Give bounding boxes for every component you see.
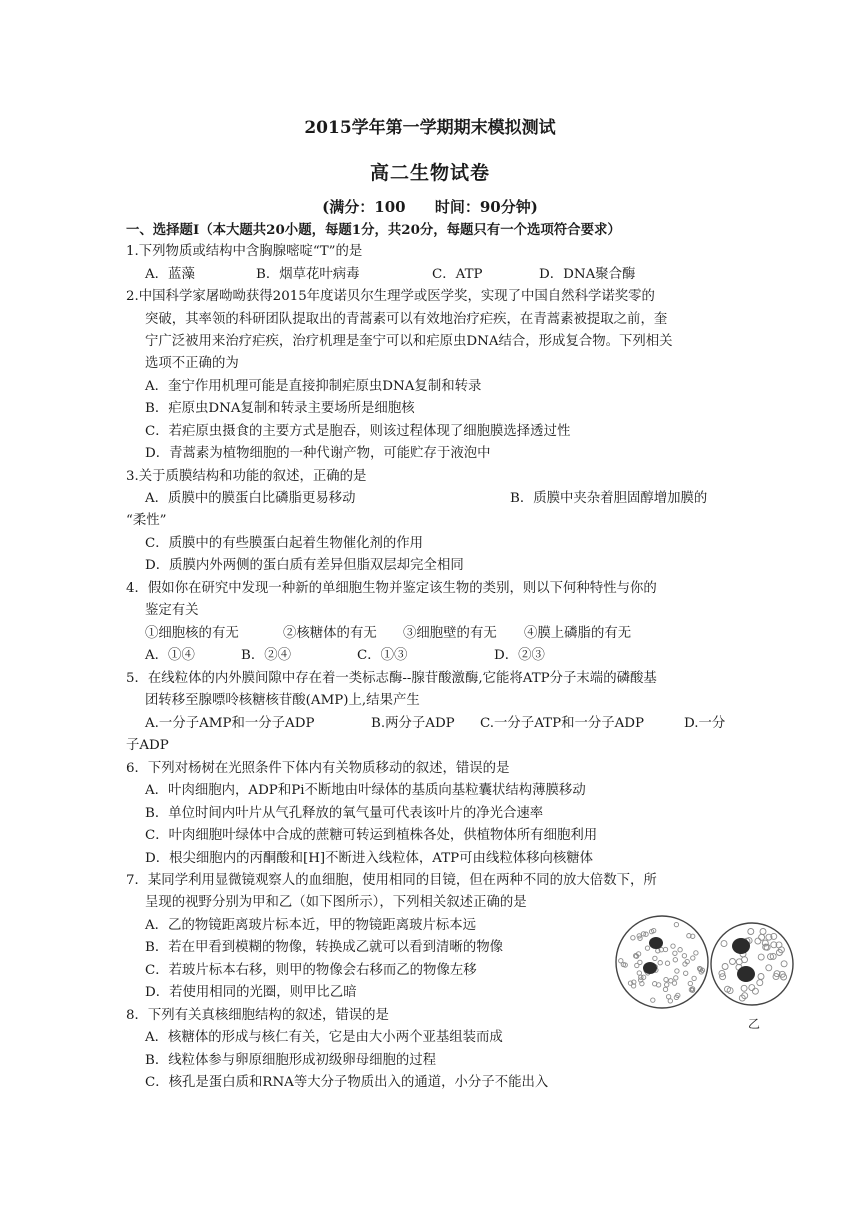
blood-cell-mark xyxy=(678,948,682,952)
option: A．①④ xyxy=(145,648,195,663)
question-stem: 选项不正确的为 xyxy=(145,356,239,371)
blood-cell-mark xyxy=(675,969,679,973)
item: ③细胞壁的有无 xyxy=(403,626,497,641)
exam-time: 时间：90分钟) xyxy=(434,198,538,216)
figure-label: 乙 xyxy=(748,1017,761,1031)
option: A.一分子AMP和一分子ADP xyxy=(145,716,315,731)
section-heading: 一、选择题Ⅰ（本大题共20小题，每题1分，共20分，每题只有一个选项符合要求） xyxy=(126,222,621,238)
blood-cell-mark xyxy=(669,979,673,983)
option: B．②④ xyxy=(241,648,292,663)
option: D．质膜内外两侧的蛋白质有差异但脂双层却完全相同 xyxy=(145,558,464,573)
item: ④膜上磷脂的有无 xyxy=(524,626,632,641)
option: D．②③ xyxy=(494,648,545,663)
blood-cell-mark xyxy=(665,983,669,987)
field-yi xyxy=(711,923,793,1005)
option: B．烟草花叶病毒 xyxy=(256,267,360,282)
blood-cell-mark xyxy=(741,985,747,991)
blood-cell-mark xyxy=(631,936,635,940)
option: C．ATP xyxy=(432,267,483,282)
blood-cell-mark xyxy=(730,959,736,965)
blood-cell-mark xyxy=(663,947,667,951)
option: C．①③ xyxy=(357,648,408,663)
blood-cell-mark xyxy=(758,954,764,960)
option: A．乙的物镜距离玻片标本近，甲的物镜距离玻片标本远 xyxy=(145,918,477,933)
blood-cell-mark xyxy=(673,958,677,962)
option: D．青蒿素为植物细胞的一种代谢产物，可能贮存于液泡中 xyxy=(145,446,491,461)
question-stem: 突破，其率领的科研团队提取出的青蒿素可以有效地治疗疟疾，在青蒿素被提取之前，奎 xyxy=(145,312,668,327)
option: B．质膜中夹杂着胆固醇增加膜的 xyxy=(510,491,708,506)
option: B.两分子ADP xyxy=(371,716,455,731)
blood-cell-mark xyxy=(722,964,728,970)
blood-cell-mark xyxy=(682,954,686,958)
option: A．奎宁作用机理可能是直接抑制疟原虫DNA复制和转录 xyxy=(145,379,482,394)
question-stem: 3.关于质膜结构和功能的叙述，正确的是 xyxy=(126,469,367,484)
option: 子ADP xyxy=(126,738,169,753)
blood-cell-mark xyxy=(692,976,696,980)
question-stem: 呈现的视野分别为甲和乙（如下图所示），下列相关叙述正确的是 xyxy=(145,895,527,910)
blood-cell-mark xyxy=(651,998,655,1002)
blood-cell-mark xyxy=(658,961,662,965)
question-stem: 8．下列有关真核细胞结构的叙述，错误的是 xyxy=(126,1008,389,1023)
exam-meta xyxy=(0,196,860,217)
blood-cell-mark xyxy=(664,977,668,981)
question-stem: 1.下列物质或结构中含胸腺嘧啶“T”的是 xyxy=(126,244,363,259)
question-stem: 鉴定有关 xyxy=(145,603,199,618)
item: ①细胞核的有无 xyxy=(145,626,239,641)
blood-cell-mark xyxy=(688,981,692,985)
question-stem: 5．在线粒体的内外膜间隙中存在着一类标志酶--腺苷酸激酶,它能将ATP分子末端的磷酸基 xyxy=(126,671,657,686)
full-score: (满分：100 xyxy=(322,198,406,216)
blood-cell-mark xyxy=(674,976,678,980)
blood-cell-mark xyxy=(635,963,639,967)
blood-cell-mark xyxy=(691,956,695,960)
blood-cell-mark xyxy=(645,946,649,950)
option: C．若玻片标本右移，则甲的物像会右移而乙的物像左移 xyxy=(145,963,477,978)
blood-cell-mark xyxy=(758,974,764,980)
blood-cell-mark xyxy=(668,999,672,1003)
blood-cell-mark xyxy=(665,961,669,965)
blood-cell-mark xyxy=(760,929,766,935)
blood-cell-mark xyxy=(759,934,765,940)
blood-cell-mark xyxy=(673,951,677,955)
option: A．核糖体的形成与核仁有关，它是由大小两个亚基组装而成 xyxy=(145,1030,503,1045)
option: A．叶肉细胞内，ADP和Pi不断地由叶绿体的基质向基粒囊状结构薄膜移动 xyxy=(145,783,586,798)
blood-cell-mark xyxy=(653,956,657,960)
option: B．线粒体参与卵原细胞形成初级卵母细胞的过程 xyxy=(145,1053,437,1068)
question-stem: 7．某同学利用显微镜观察人的血细胞，使用相同的目镜，但在两种不同的放大倍数下，所 xyxy=(126,873,657,888)
blood-cell-mark xyxy=(749,985,755,991)
blood-cell-mark xyxy=(637,971,641,975)
option: C．核孔是蛋白质和RNA等大分子物质出入的通道，小分子不能出入 xyxy=(145,1075,549,1090)
blood-cell-mark xyxy=(752,988,758,994)
blood-cell-mark xyxy=(755,938,761,944)
option: C.一分子ATP和一分子ADP xyxy=(480,716,645,731)
question-stem: 6．下列对杨树在光照条件下体内有关物质移动的叙述，错误的是 xyxy=(126,761,510,776)
blood-cell-mark xyxy=(748,929,754,935)
question-stem: 4．假如你在研究中发现一种新的单细胞生物并鉴定该生物的类别，则以下何种特性与你的 xyxy=(126,581,657,596)
option: C．叶肉细胞叶绿体中合成的蔗糖可转运到植株各处，供植物体所有细胞利用 xyxy=(145,828,598,843)
exam-title: 2015学年第一学期期末模拟测试 xyxy=(304,118,556,138)
option: A．蓝藻 xyxy=(145,267,195,282)
option: D．根尖细胞内的丙酮酸和[H]不断进入线粒体，ATP可由线粒体移向核糖体 xyxy=(145,851,594,866)
option: C．若疟原虫摄食的主要方式是胞吞，则该过程体现了细胞膜选择透过性 xyxy=(145,424,571,439)
option: B．单位时间内叶片从气孔释放的氧气量可代表该叶片的净光合速率 xyxy=(145,806,544,821)
blood-cell-mark xyxy=(674,922,678,926)
question-stem: 宁广泛被用来治疗疟疾，治疗机理是奎宁可以和疟原虫DNA结合，形成复合物。下列相关 xyxy=(145,334,673,349)
exam-subtitle: 高二生物试卷 xyxy=(369,162,490,184)
blood-cell-mark xyxy=(757,980,763,986)
blood-cell-mark xyxy=(684,971,688,975)
option: “柔性” xyxy=(126,513,167,528)
blood-cell-mark xyxy=(721,941,727,947)
blood-cell-mark xyxy=(671,944,675,948)
option: A．质膜中的膜蛋白比磷脂更易移动 xyxy=(145,491,356,506)
option: D．DNA聚合酶 xyxy=(539,267,636,282)
microscope-figure xyxy=(612,912,808,1036)
question-stem: 团转移至腺嘌呤核糖核苷酸(AMP)上,结果产生 xyxy=(145,693,420,708)
option: B．若在甲看到模糊的物像，转换成乙就可以看到清晰的物像 xyxy=(145,940,503,955)
option: C．质膜中的有些膜蛋白起着生物催化剂的作用 xyxy=(145,536,424,551)
option: D.一分 xyxy=(684,716,726,731)
option: B．疟原虫DNA复制和转录主要场所是细胞核 xyxy=(145,401,415,416)
option: D．若使用相同的光圈，则甲比乙暗 xyxy=(145,985,357,1000)
question-stem: 2.中国科学家屠呦呦获得2015年度诺贝尔生理学或医学奖，实现了中国自然科学诺奖零的 xyxy=(126,289,655,304)
blood-cell-mark xyxy=(766,965,772,971)
item: ②核糖体的有无 xyxy=(283,626,377,641)
field-jia xyxy=(616,916,708,1008)
blood-cell-mark xyxy=(663,987,667,991)
blood-cell-mark xyxy=(694,951,698,955)
blood-cell-mark xyxy=(641,975,645,979)
blood-cell-mark xyxy=(781,961,787,967)
